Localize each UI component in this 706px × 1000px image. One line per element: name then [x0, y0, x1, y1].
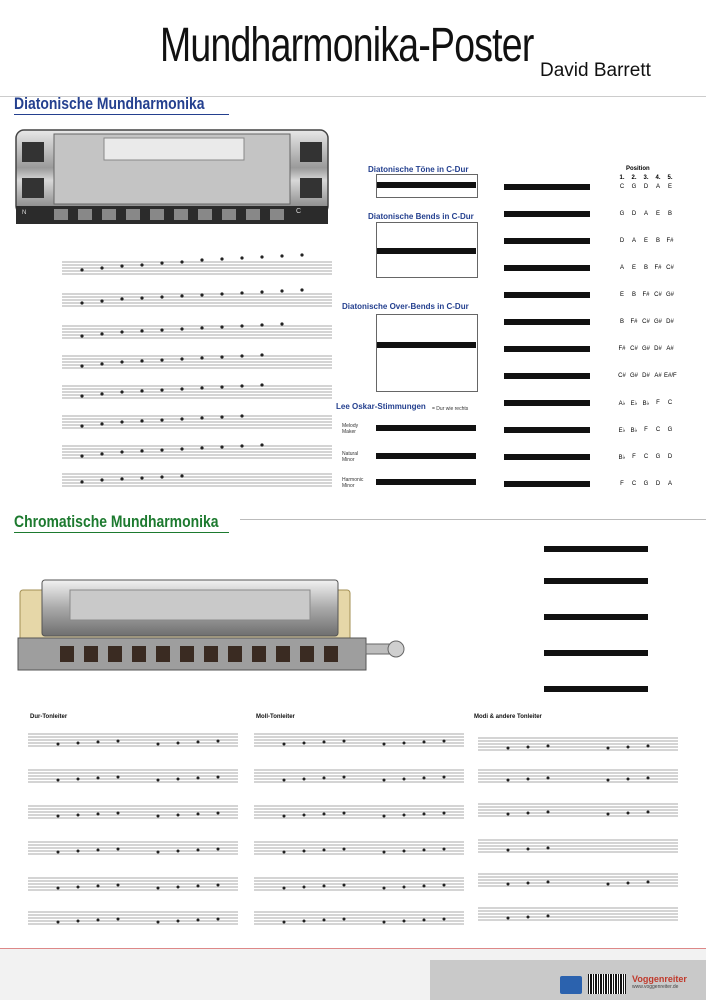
stave-6 — [62, 416, 332, 428]
lee-oskar-title: Lee Oskar-Stimmungen — [336, 402, 426, 411]
position-row: C# G# D# A# E#/F — [618, 373, 677, 379]
chromatic-key-charts — [544, 528, 654, 698]
chromatic-harmonica-image — [14, 576, 408, 676]
position-table — [616, 175, 676, 508]
footer-rule — [0, 948, 706, 949]
stave-4 — [62, 356, 332, 368]
diatonic-bends-title: Diatonische Bends in C-Dur — [368, 212, 474, 221]
diatonic-tones-title: Diatonische Töne in C-Dur — [368, 165, 469, 174]
poster-title: Mundharmonika-Poster — [160, 19, 534, 72]
chromatic-title-underline — [14, 532, 229, 533]
position-header-row: 1. 2. 3. 4. 5. — [619, 175, 673, 181]
position-row: G D A E B — [619, 211, 672, 217]
position-row: C G D A E — [619, 184, 672, 190]
chromatic-divider — [240, 519, 706, 520]
lee-oskar-subtitle: = Dur wie rechts — [432, 406, 469, 412]
overbends-chart-box — [376, 314, 478, 392]
barcode-icon — [588, 974, 626, 994]
dur-scales-title: Dur-Tonleiter — [30, 714, 68, 720]
bends-chart-box — [376, 222, 478, 278]
lee-tuning-1: Melody Maker — [342, 423, 359, 435]
lee-tuning-2-bar — [376, 453, 476, 459]
position-row: D A E B F# — [619, 238, 674, 244]
moll-scales-title: Moll-Tonleiter — [256, 714, 295, 720]
position-row: F C G D A — [620, 481, 672, 487]
diatonic-scale-staves — [62, 250, 334, 495]
tones-chart-box — [376, 174, 478, 198]
mel-bay-logo-icon — [560, 976, 582, 994]
lee-tuning-3: Harmonic Minor — [342, 477, 364, 489]
position-row: A E B F# C# — [619, 265, 674, 271]
diatonic-title-underline — [14, 114, 229, 115]
diatonic-harmonica-image — [14, 128, 330, 228]
position-row: F# C# G# D# A# — [618, 346, 674, 352]
lee-tuning-2: Natural Minor — [342, 451, 359, 463]
stave-5 — [62, 386, 332, 398]
chromatic-scale-staves — [28, 726, 688, 936]
harp-label-left: N — [22, 210, 27, 216]
position-row: A♭ E♭ B♭ F C — [618, 400, 673, 407]
position-row: E B F# C# G# — [619, 292, 674, 298]
lee-tuning-3-bar — [376, 479, 476, 485]
diatonic-overbends-title: Diatonische Over-Bends in C-Dur — [342, 302, 469, 311]
position-row: B♭ F C G D — [618, 454, 673, 461]
harp-label-right: C — [296, 208, 302, 215]
publisher-logo: Voggenreiter www.voggenreiter.de — [632, 974, 687, 990]
position-row: E♭ B♭ F C G — [618, 427, 673, 434]
modal-scales-title: Modi & andere Tonleiter — [474, 714, 542, 720]
stave-7 — [62, 446, 332, 458]
diatonic-section-title: Diatonische Mundharmonika — [14, 94, 205, 113]
chromatic-section-title: Chromatische Mundharmonika — [14, 512, 219, 531]
position-title: Position — [626, 166, 650, 172]
author-name: David Barrett — [540, 60, 651, 81]
stave-3 — [62, 326, 332, 338]
position-row: B F# C# G# D# — [619, 319, 674, 325]
lee-tuning-1-bar — [376, 425, 476, 431]
